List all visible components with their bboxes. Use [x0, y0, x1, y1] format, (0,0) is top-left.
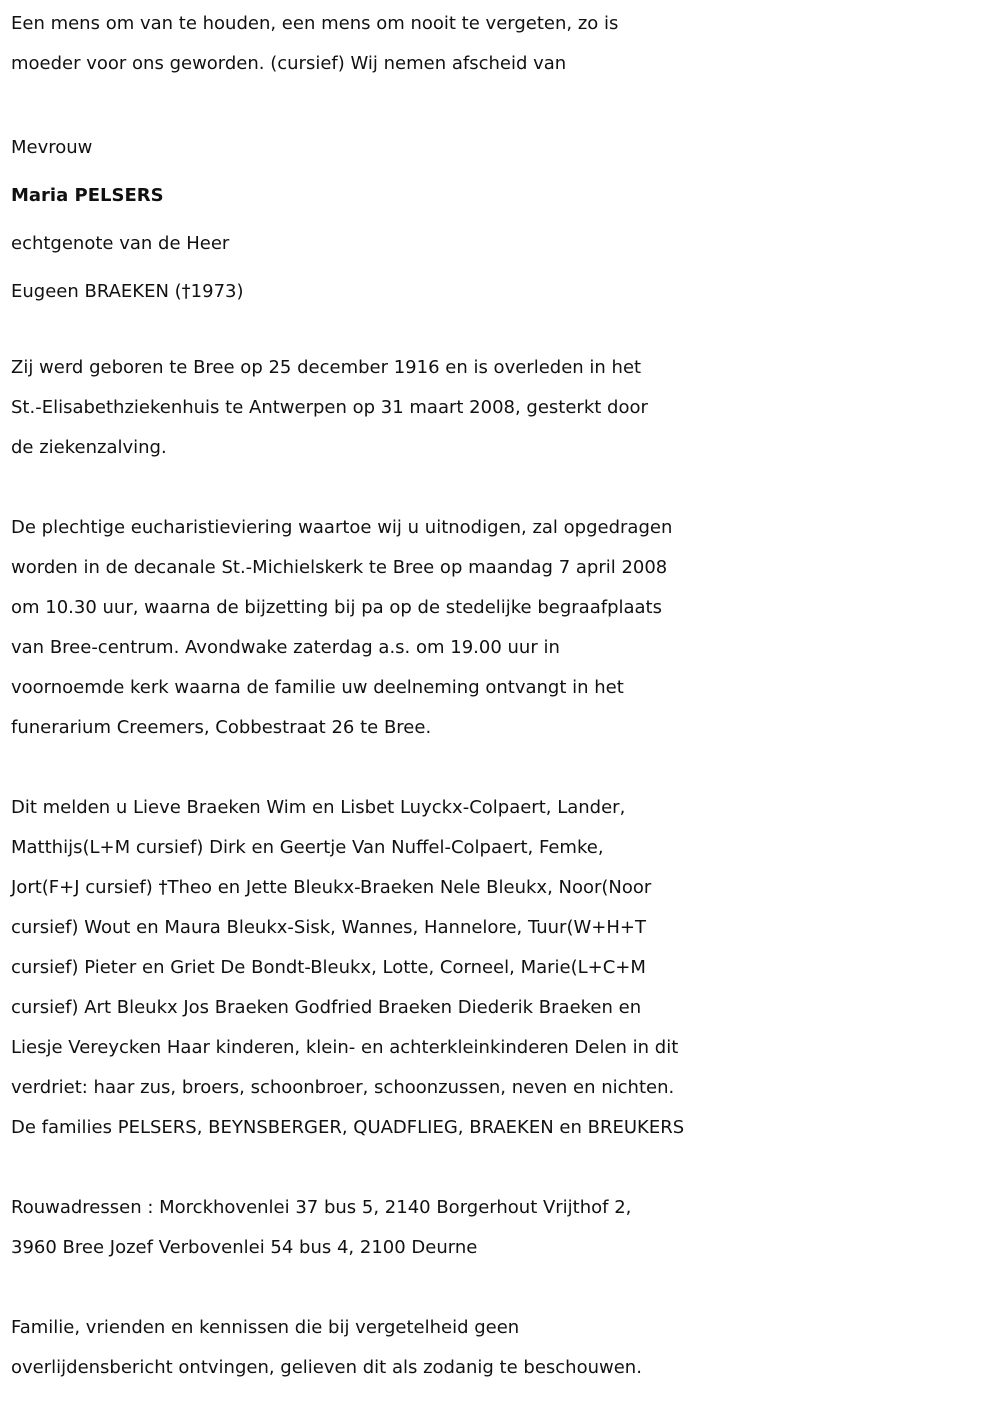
family-line: cursief) Art Bleukx Jos Braeken Godfried Braeken Diederik Braeken en	[11, 997, 642, 1018]
deceased-relation: echtgenote van de Heer	[11, 233, 230, 254]
intro-paragraph	[11, 4, 991, 84]
family-line: cursief) Wout en Maura Bleukx-Sisk, Wannes, Hannelore, Tuur(W+H+T	[11, 917, 646, 938]
family-line: Jort(F+J cursief) †Theo en Jette Bleukx-Braeken Nele Bleukx, Noor(Noor	[11, 877, 652, 898]
ceremony-line: van Bree-centrum. Avondwake zaterdag a.s. om 19.00 uur in	[11, 637, 560, 658]
ceremony-line: om 10.30 uur, waarna de bijzetting bij pa op de stedelijke begraafplaats	[11, 597, 662, 618]
ceremony-paragraph	[11, 508, 991, 748]
ceremony-line: De plechtige eucharistieviering waartoe wij u uitnodigen, zal opgedragen	[11, 517, 673, 538]
closing-paragraph	[11, 1308, 991, 1388]
deceased-title: Mevrouw	[11, 137, 93, 158]
ceremony-line: worden in de decanale St.-Michielskerk te Bree op maandag 7 april 2008	[11, 557, 668, 578]
family-line: Liesje Vereycken Haar kinderen, klein- en achterkleinkinderen Delen in dit	[11, 1037, 679, 1058]
closing-line: Familie, vrienden en kennissen die bij vergetelheid geen	[11, 1317, 520, 1338]
birth-death-paragraph	[11, 348, 991, 468]
closing-line: overlijdensbericht ontvingen, gelieven dit als zodanig te beschouwen.	[11, 1357, 642, 1378]
address-line: Rouwadressen : Morckhovenlei 37 bus 5, 2140 Borgerhout Vrijthof 2,	[11, 1197, 632, 1218]
obituary-document	[11, 4, 991, 1388]
birth-death-line: Zij werd geboren te Bree op 25 december 1916 en is overleden in het	[11, 357, 642, 378]
deceased-spouse: Eugeen BRAEKEN (†1973)	[11, 281, 244, 302]
intro-line: Een mens om van te houden, een mens om nooit te vergeten, zo is	[11, 13, 619, 34]
family-line: verdriet: haar zus, broers, schoonbroer, schoonzussen, neven en nichten.	[11, 1077, 675, 1098]
birth-death-line: St.-Elisabethziekenhuis te Antwerpen op 31 maart 2008, gesterkt door	[11, 397, 648, 418]
ceremony-line: funerarium Creemers, Cobbestraat 26 te Bree.	[11, 717, 432, 738]
deceased-name: Maria PELSERS	[11, 185, 164, 206]
ceremony-line: voornoemde kerk waarna de familie uw deelneming ontvangt in het	[11, 677, 624, 698]
family-line: Dit melden u Lieve Braeken Wim en Lisbet Luyckx-Colpaert, Lander,	[11, 797, 626, 818]
family-paragraph	[11, 788, 991, 1148]
family-line: cursief) Pieter en Griet De Bondt-Bleukx, Lotte, Corneel, Marie(L+C+M	[11, 957, 646, 978]
intro-line: moeder voor ons geworden. (cursief) Wij nemen afscheid van	[11, 53, 567, 74]
family-line: De families PELSERS, BEYNSBERGER, QUADFLIEG, BRAEKEN en BREUKERS	[11, 1117, 685, 1138]
address-line: 3960 Bree Jozef Verbovenlei 54 bus 4, 2100 Deurne	[11, 1237, 478, 1258]
birth-death-line: de ziekenzalving.	[11, 437, 167, 458]
deceased-block	[11, 124, 991, 316]
family-line: Matthijs(L+M cursief) Dirk en Geertje Van Nuffel-Colpaert, Femke,	[11, 837, 604, 858]
addresses-paragraph	[11, 1188, 991, 1268]
